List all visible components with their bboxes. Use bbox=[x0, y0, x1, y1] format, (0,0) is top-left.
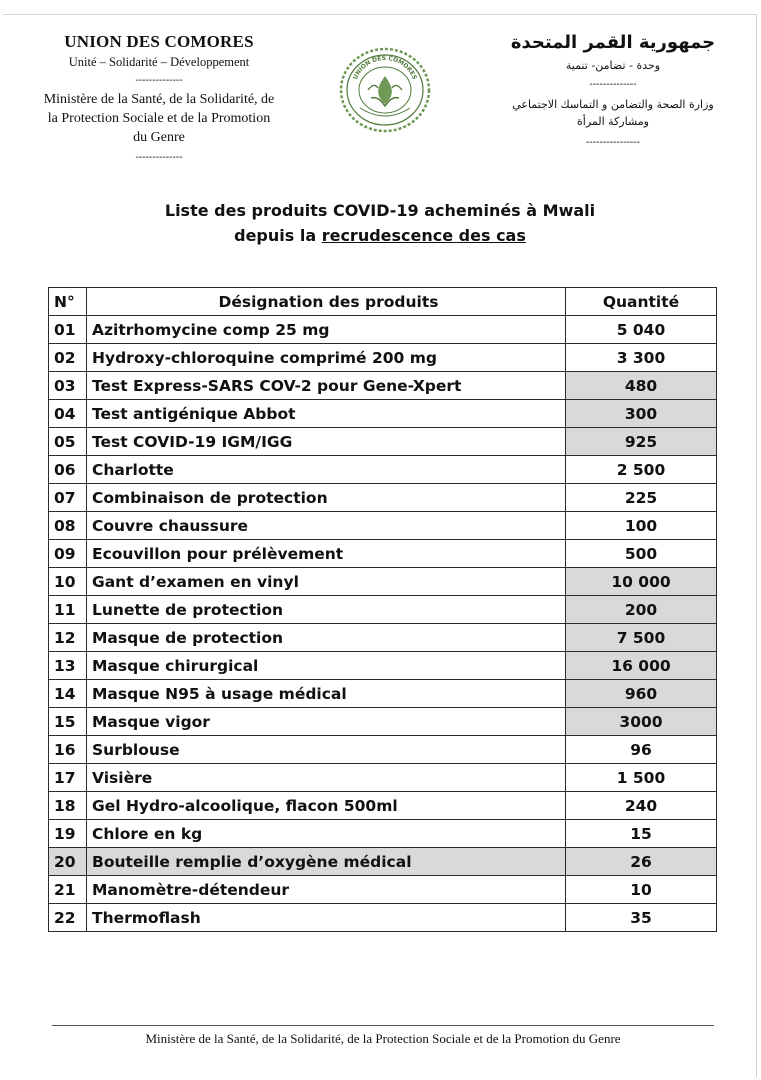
row-number: 09 bbox=[49, 540, 87, 568]
row-number: 03 bbox=[49, 372, 87, 400]
row-designation: Surblouse bbox=[87, 736, 566, 764]
title-line-2-prefix: depuis la bbox=[234, 226, 322, 245]
row-quantity: 16 000 bbox=[566, 652, 717, 680]
table-row bbox=[49, 876, 717, 904]
table-row bbox=[49, 792, 717, 820]
row-number: 04 bbox=[49, 400, 87, 428]
document-title bbox=[80, 198, 680, 248]
row-quantity: 10 bbox=[566, 876, 717, 904]
separator: -------------- bbox=[589, 79, 637, 90]
row-designation: Chlore en kg bbox=[87, 820, 566, 848]
row-number: 21 bbox=[49, 876, 87, 904]
row-number: 20 bbox=[49, 848, 87, 876]
table-row bbox=[49, 764, 717, 792]
table-row bbox=[49, 708, 717, 736]
table-row bbox=[49, 456, 717, 484]
ministry-line: وزارة الصحة والتضامن و التماسك الاجتماعي bbox=[512, 98, 714, 111]
table-row bbox=[49, 428, 717, 456]
row-designation: Hydroxy-chloroquine comprimé 200 mg bbox=[87, 344, 566, 372]
row-number: 06 bbox=[49, 456, 87, 484]
row-quantity: 480 bbox=[566, 372, 717, 400]
row-designation: Masque N95 à usage médical bbox=[87, 680, 566, 708]
row-quantity: 240 bbox=[566, 792, 717, 820]
row-designation: Masque de protection bbox=[87, 624, 566, 652]
row-quantity: 300 bbox=[566, 400, 717, 428]
row-designation: Gant d’examen en vinyl bbox=[87, 568, 566, 596]
row-designation: Lunette de protection bbox=[87, 596, 566, 624]
row-designation: Charlotte bbox=[87, 456, 566, 484]
title-line-2 bbox=[80, 223, 680, 248]
row-number: 11 bbox=[49, 596, 87, 624]
row-quantity: 15 bbox=[566, 820, 717, 848]
country-name: UNION DES COMORES bbox=[64, 32, 254, 51]
table-row bbox=[49, 400, 717, 428]
table-row bbox=[49, 736, 717, 764]
column-header-number: N° bbox=[49, 288, 87, 316]
table-row bbox=[49, 680, 717, 708]
row-number: 22 bbox=[49, 904, 87, 932]
title-line-2-underlined: recrudescence des cas bbox=[321, 226, 526, 245]
row-number: 05 bbox=[49, 428, 87, 456]
row-number: 13 bbox=[49, 652, 87, 680]
row-designation: Couvre chaussure bbox=[87, 512, 566, 540]
row-designation: Visière bbox=[87, 764, 566, 792]
row-quantity: 26 bbox=[566, 848, 717, 876]
row-number: 16 bbox=[49, 736, 87, 764]
seal-ring-text: UNION DES COMORES bbox=[352, 54, 418, 81]
row-number: 10 bbox=[49, 568, 87, 596]
row-number: 12 bbox=[49, 624, 87, 652]
row-number: 02 bbox=[49, 344, 87, 372]
table-row bbox=[49, 596, 717, 624]
row-designation: Combinaison de protection bbox=[87, 484, 566, 512]
row-number: 18 bbox=[49, 792, 87, 820]
table-row bbox=[49, 484, 717, 512]
row-number: 14 bbox=[49, 680, 87, 708]
table-row bbox=[49, 316, 717, 344]
table-row bbox=[49, 848, 717, 876]
national-motto-arabic: وحدة - تضامن- تنمية bbox=[565, 59, 661, 72]
row-quantity: 10 000 bbox=[566, 568, 717, 596]
header-left bbox=[14, 32, 304, 167]
ministry-line: Ministère de la Santé, de la Solidarité, de bbox=[43, 92, 275, 107]
table-row bbox=[49, 652, 717, 680]
table-header-row bbox=[49, 288, 717, 316]
table-row bbox=[49, 540, 717, 568]
row-quantity: 500 bbox=[566, 540, 717, 568]
header-right bbox=[478, 32, 748, 154]
row-quantity: 225 bbox=[566, 484, 717, 512]
row-quantity: 3 300 bbox=[566, 344, 717, 372]
ministry-line: du Genre bbox=[133, 130, 185, 145]
national-motto: Unité – Solidarité – Développement bbox=[68, 55, 250, 69]
table-row bbox=[49, 372, 717, 400]
row-quantity: 1 500 bbox=[566, 764, 717, 792]
table-row bbox=[49, 820, 717, 848]
column-header-quantity: Quantité bbox=[566, 288, 717, 316]
row-quantity: 100 bbox=[566, 512, 717, 540]
row-quantity: 7 500 bbox=[566, 624, 717, 652]
row-designation: Bouteille remplie d’oxygène médical bbox=[87, 848, 566, 876]
row-quantity: 200 bbox=[566, 596, 717, 624]
table-row bbox=[49, 904, 717, 932]
row-designation: Manomètre-détendeur bbox=[87, 876, 566, 904]
separator: -------------- bbox=[135, 152, 183, 163]
row-designation: Thermoflash bbox=[87, 904, 566, 932]
row-number: 17 bbox=[49, 764, 87, 792]
row-designation: Ecouvillon pour prélèvement bbox=[87, 540, 566, 568]
row-designation: Masque vigor bbox=[87, 708, 566, 736]
title-line-1: Liste des produits COVID-19 acheminés à Mwali bbox=[164, 201, 596, 220]
ministry-line: ومشاركة المرأة bbox=[577, 115, 649, 128]
footer-divider bbox=[52, 1025, 714, 1026]
footer-text: Ministère de la Santé, de la Solidarité, de la Protection Sociale et de la Promotion du Genre bbox=[145, 1031, 621, 1046]
table-row bbox=[49, 512, 717, 540]
country-name-arabic: جمهورية القمر المتحدة bbox=[510, 32, 716, 53]
row-number: 15 bbox=[49, 708, 87, 736]
row-quantity: 925 bbox=[566, 428, 717, 456]
table-row bbox=[49, 624, 717, 652]
row-number: 08 bbox=[49, 512, 87, 540]
row-quantity: 2 500 bbox=[566, 456, 717, 484]
separator: -------------- bbox=[135, 75, 183, 86]
row-number: 19 bbox=[49, 820, 87, 848]
row-number: 01 bbox=[49, 316, 87, 344]
row-quantity: 3000 bbox=[566, 708, 717, 736]
row-quantity: 96 bbox=[566, 736, 717, 764]
row-designation: Masque chirurgical bbox=[87, 652, 566, 680]
row-designation: Test COVID-19 IGM/IGG bbox=[87, 428, 566, 456]
table-row bbox=[49, 344, 717, 372]
table-row bbox=[49, 568, 717, 596]
ministry-name bbox=[14, 90, 304, 147]
ministry-name-arabic bbox=[478, 96, 748, 130]
row-designation: Gel Hydro-alcoolique, flacon 500ml bbox=[87, 792, 566, 820]
row-number: 07 bbox=[49, 484, 87, 512]
row-quantity: 35 bbox=[566, 904, 717, 932]
column-header-designation: Désignation des produits bbox=[87, 288, 566, 316]
products-table bbox=[48, 287, 717, 932]
row-designation: Test Express-SARS COV-2 pour Gene-Xpert bbox=[87, 372, 566, 400]
row-designation: Test antigénique Abbot bbox=[87, 400, 566, 428]
national-seal-icon bbox=[338, 46, 432, 134]
row-quantity: 5 040 bbox=[566, 316, 717, 344]
row-quantity: 960 bbox=[566, 680, 717, 708]
separator: ---------------- bbox=[585, 137, 641, 148]
ministry-line: la Protection Sociale et de la Promotion bbox=[47, 111, 271, 126]
row-designation: Azitrhomycine comp 25 mg bbox=[87, 316, 566, 344]
